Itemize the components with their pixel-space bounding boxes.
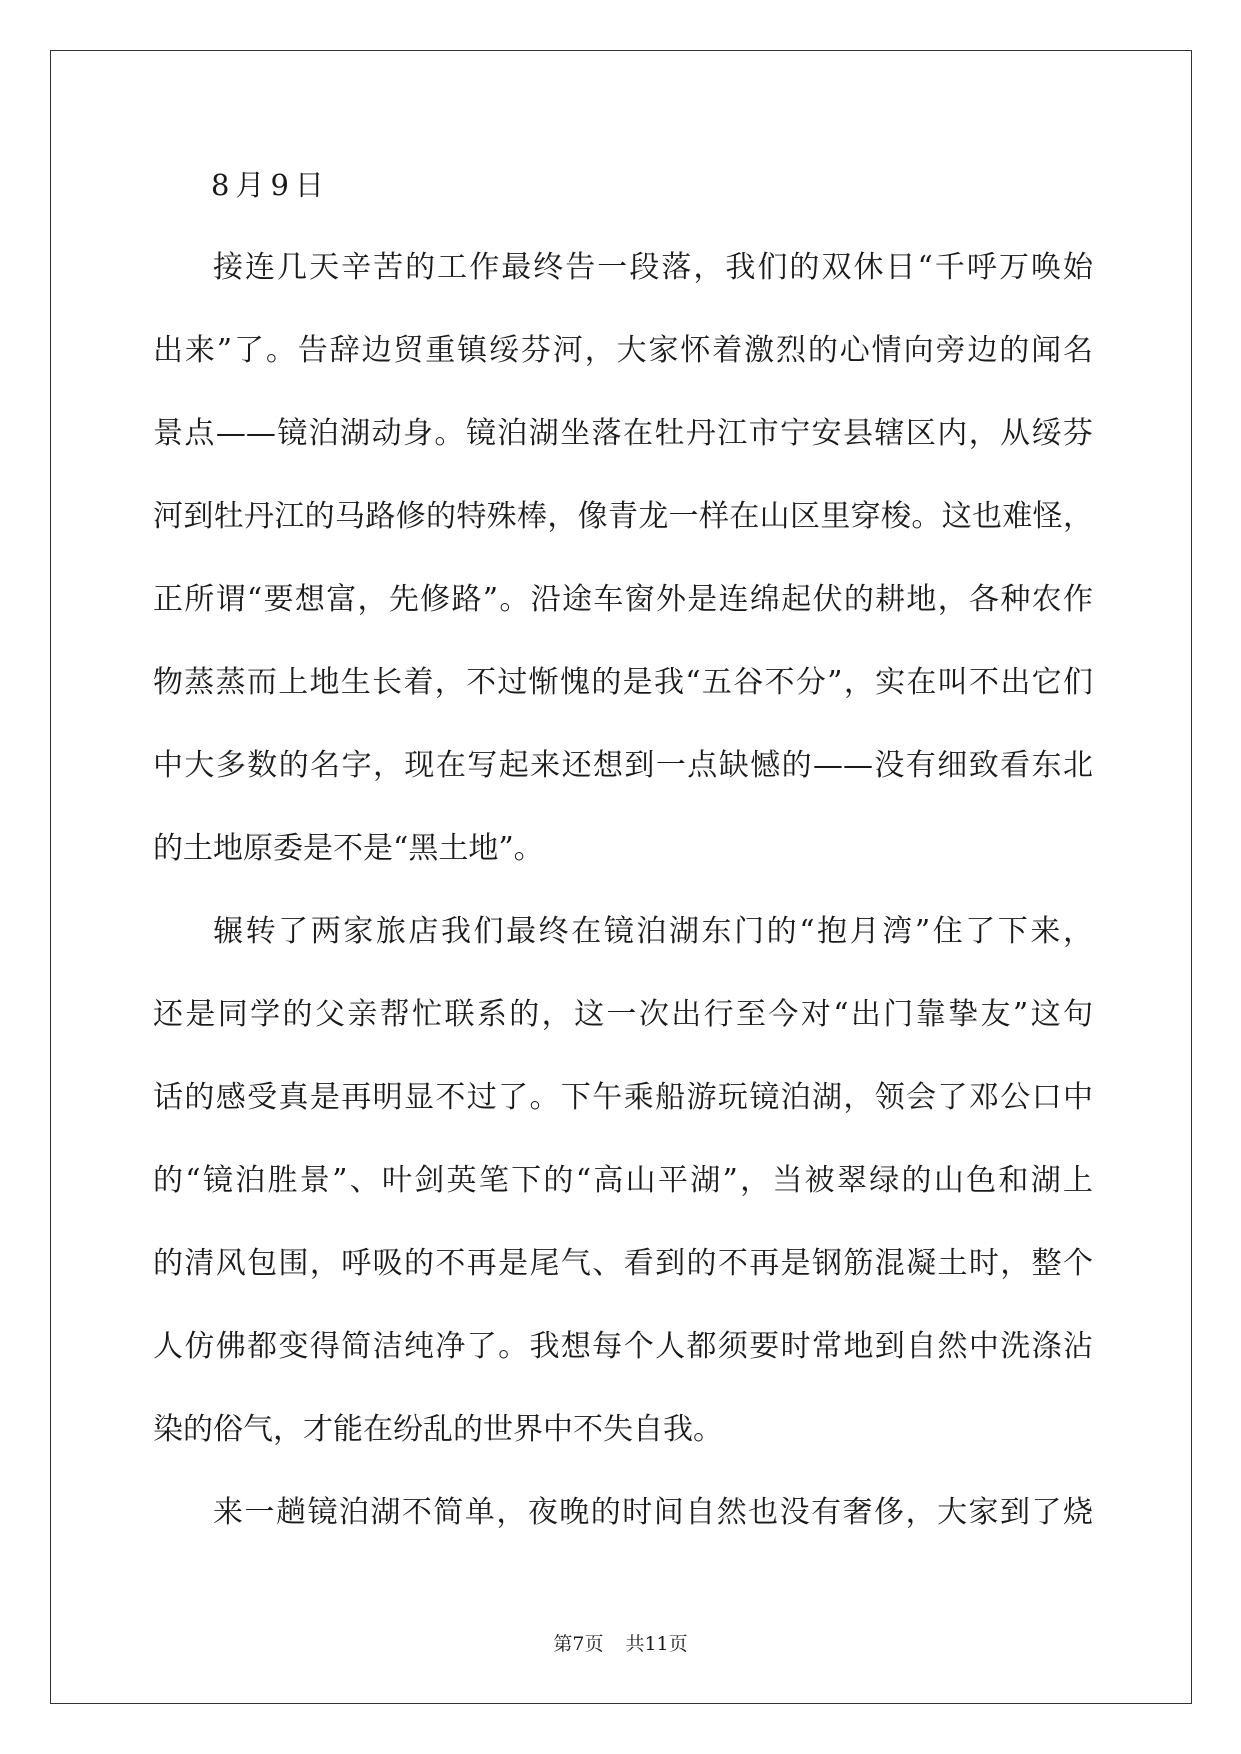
text-line: 正所谓“要想富，先修路”。沿途车窗外是连绵起伏的耕地，各种农作 — [153, 582, 1093, 617]
text-line: 染的俗气，才能在纷乱的世界中不失自我。 — [153, 1412, 723, 1447]
document-body — [153, 166, 1093, 1577]
paragraph-2 — [153, 913, 1093, 1449]
text-line: 物蒸蒸而上地生长着，不过惭愧的是我“五谷不分”，实在叫不出它们 — [153, 665, 1093, 700]
text-line: 的土地原委是不是“黑土地”。 — [153, 831, 544, 866]
page-total: 共11页 — [625, 1633, 688, 1655]
page-number: 第7页 — [553, 1633, 604, 1655]
text-line: 话的感受真是再明显不过了。下午乘船游玩镜泊湖，领会了邓公口中 — [153, 1080, 1093, 1115]
paragraph-3 — [153, 1494, 1093, 1532]
page-footer — [0, 1632, 1241, 1656]
text-line: 来一趟镜泊湖不简单，夜晚的时间自然也没有奢侈，大家到了烧 — [213, 1495, 1093, 1530]
text-line: 的“镜泊胜景”、叶剑英笔下的“高山平湖”，当被翠绿的山色和湖上 — [153, 1163, 1093, 1198]
date-heading: 8月9日 — [211, 168, 330, 202]
text-line: 接连几天辛苦的工作最终告一段落，我们的双休日“千呼万唤始 — [213, 250, 1093, 285]
text-line: 景点——镜泊湖动身。镜泊湖坐落在牡丹江市宁安县辖区内，从绥芬 — [153, 416, 1093, 451]
text-line: 河到牡丹江的马路修的特殊棒，像青龙一样在山区里穿梭。这也难怪， — [153, 499, 1093, 534]
text-line: 出来”了。告辞边贸重镇绥芬河，大家怀着激烈的心情向旁边的闻名 — [153, 333, 1093, 368]
text-line: 还是同学的父亲帮忙联系的，这一次出行至今对“出门靠挚友”这句 — [153, 997, 1093, 1032]
paragraph-1 — [153, 249, 1093, 868]
text-line: 的清风包围，呼吸的不再是尾气、看到的不再是钢筋混凝土时，整个 — [153, 1246, 1093, 1281]
text-line: 辗转了两家旅店我们最终在镜泊湖东门的“抱月湾”住了下来， — [213, 914, 1093, 949]
text-line: 人仿佛都变得简洁纯净了。我想每个人都须要时常地到自然中洗涤沾 — [153, 1329, 1093, 1364]
text-line: 中大多数的名字，现在写起来还想到一点缺憾的——没有细致看东北 — [153, 748, 1093, 783]
